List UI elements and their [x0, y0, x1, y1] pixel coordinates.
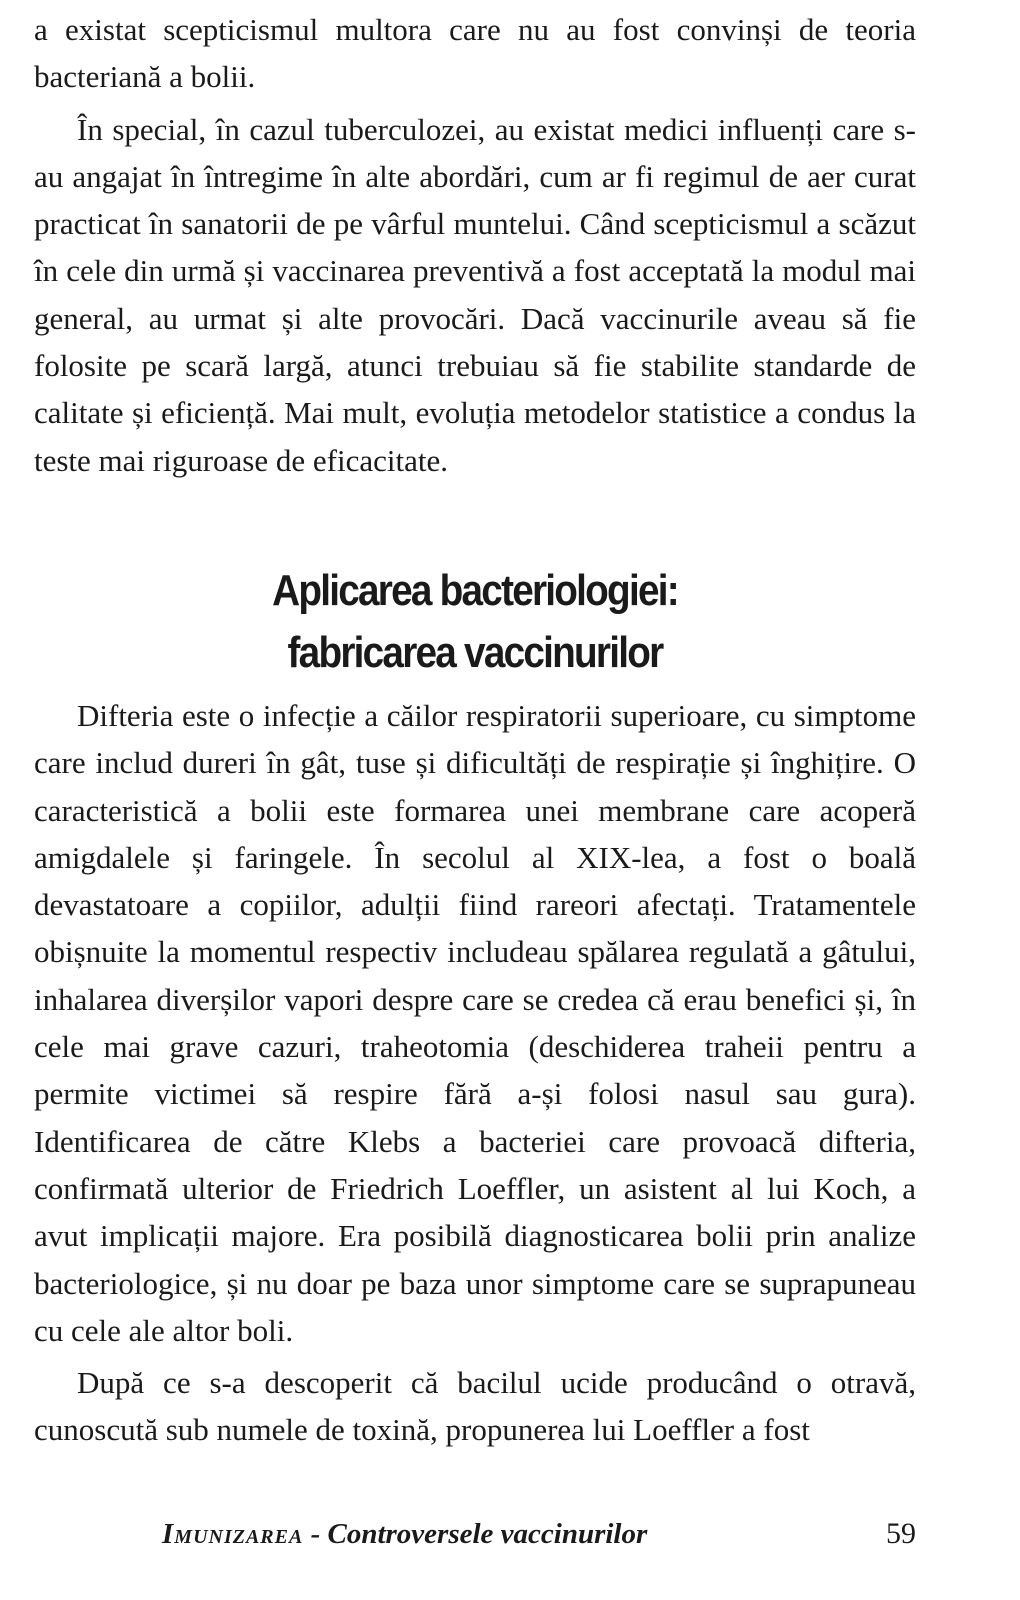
paragraph-continuation: a existat scepticismul multora care nu au fost convinși de teoria bacteriană a bolii.: [34, 12, 916, 95]
page-number: 59: [886, 1517, 916, 1550]
section-heading-line-1: Aplicarea bacteriologiei:: [272, 565, 678, 615]
running-title-subtitle: - Controversele vaccinurilor: [303, 1518, 648, 1550]
running-title: [162, 1514, 647, 1554]
page-body: [34, 6, 916, 1454]
section-heading: [87, 560, 863, 684]
page-footer: [34, 1514, 916, 1554]
paragraph-toxin: După ce s-a descoperit că bacilul ucide producând o otravă, cunoscută sub numele de toxină, propunerea lui Loeffler a fost: [34, 1365, 916, 1448]
paragraph-diphtheria: Difteria este o infecție a căilor respiratorii superioare, cu simptome care includ dureri în gât, tuse și dificultăți de respirație și înghițire. O caracteristică a bolii este formarea unei membrane care acoperă amigdalele și faringele. În secolul al XIX-lea, a fost o boală devastatoare a copiilor, adulții fiind rareori afectați. Tratamentele obișnuite la momentul respectiv includeau spălarea regulată a gâtului, inhalarea diverșilor vapori despre care se credea că erau benefici și, în cele mai grave cazuri, traheotomia (deschiderea traheii pentru a permite victimei să respire fără a-și folosi nasul sau gura). Identificarea de către Klebs a bacteriei care provoacă difteria, confirmată ulterior de Friedrich Loeffler, un asistent al lui Koch, a avut implicații majore. Era posibilă diagnosticarea bolii prin analize bacteriologice, și nu doar pe baza unor simptome care se suprapuneau cu cele ale altor boli.: [34, 697, 916, 1348]
running-title-main: Imunizarea: [162, 1518, 304, 1550]
paragraph-tuberculosis: În special, în cazul tuberculozei, au existat medici influenți care s-au angajat în întregime în alte abordări, cum ar fi regimul de aer curat practicat în sanatorii de pe vârful muntelui. Când scepticismul a scăzut în cele din urmă și vaccinarea preventivă a fost acceptată la modul mai general, au urmat și alte provocări. Dacă vaccinurile aveau să fie folosite pe scară largă, atunci trebuiau să fie stabilite standarde de calitate și eficiență. Mai mult, evoluția metodelor statistice a condus la teste mai riguroase de eficacitate.: [34, 111, 916, 478]
section-heading-line-2: fabricarea vaccinurilor: [287, 627, 663, 677]
